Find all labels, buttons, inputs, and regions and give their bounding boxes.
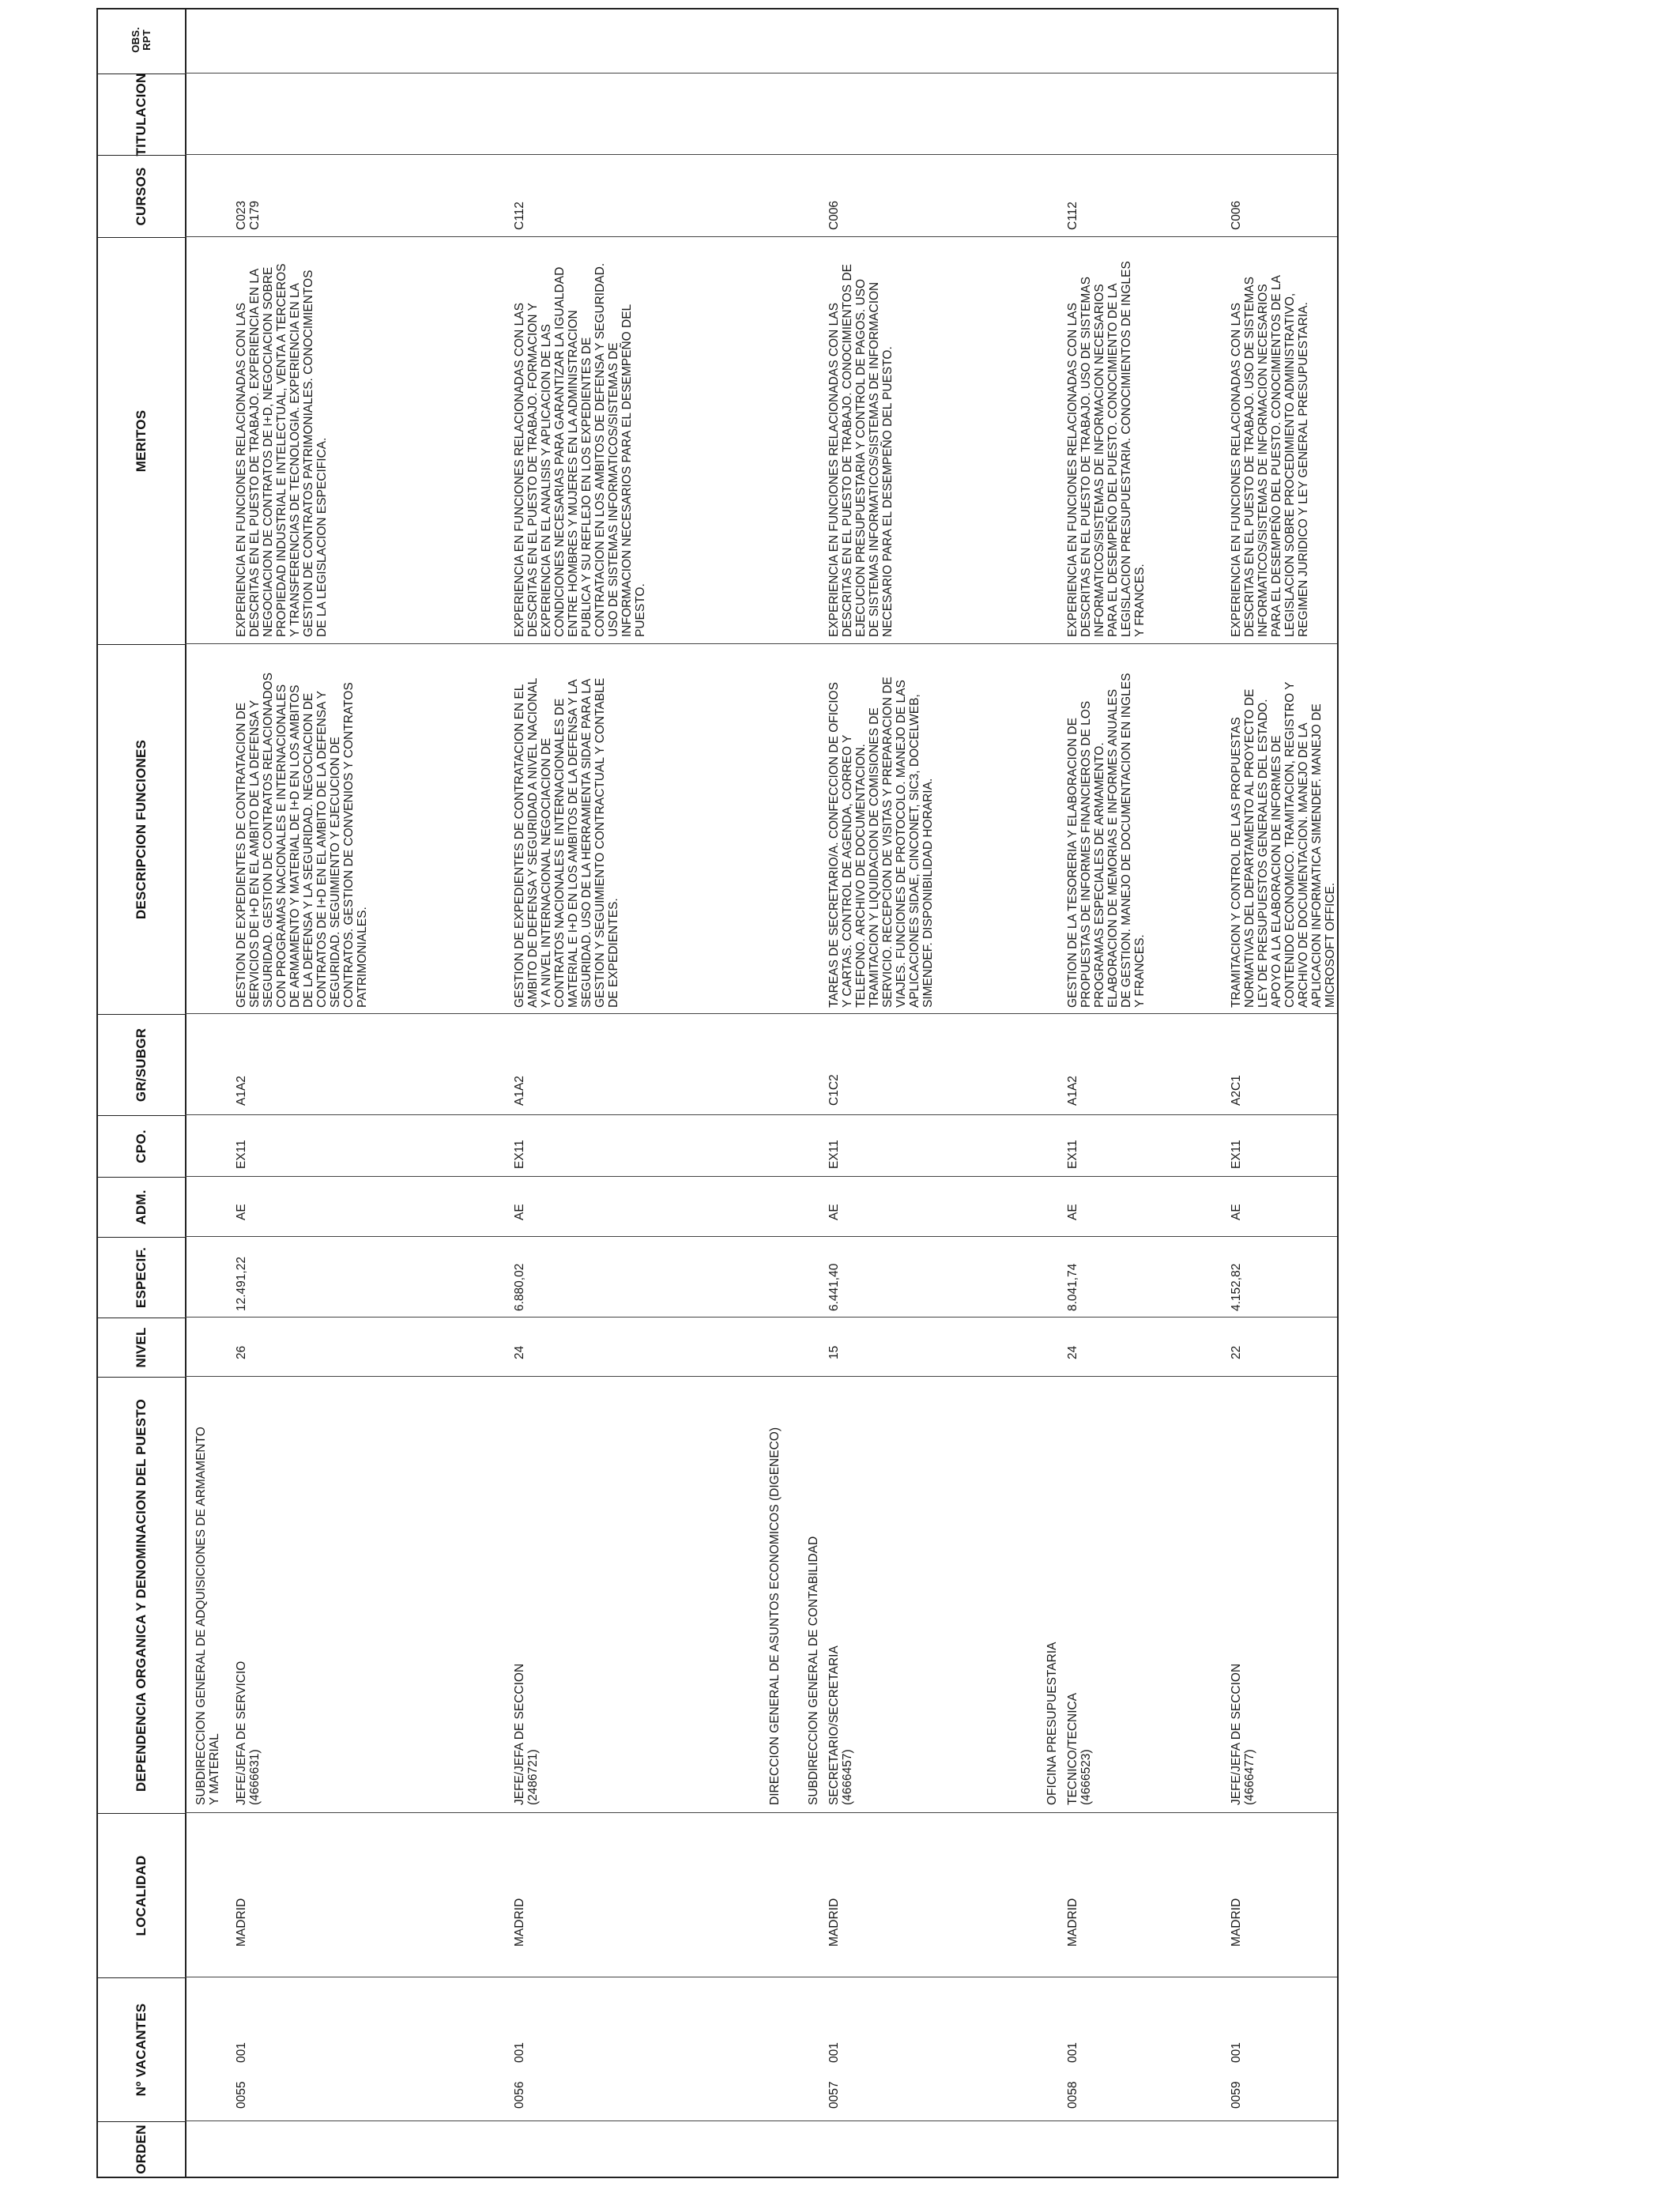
row-0058-cursos: C112 [1066,202,1079,230]
row-0059-adm: AE [1230,1204,1243,1220]
row-0055-meritos: EXPERIENCIA EN FUNCIONES RELACIONADAS CON LAS DESCRITAS EN EL PUESTO DE TRABAJO. EXPERIENCIA EN LA NEGOCIACION DE CONTRATOS DE I+D, NEGOCIACION SOBRE PROPIEDAD INDUSTRIAL E INTELECTUAL, VENTA A TERCEROS Y TRANSFERENCIAS DE TECNOLOGIA. EXPERIENCIA EN LA GESTION DE CONTRATOS PATRIMONIALES. CONOCIMIENTOS DE LA LEGISLACION ESPECIFICA. [235,263,329,637]
header-adm: ADM. [98,1177,185,1237]
row-0057-nivel: 15 [827,1345,841,1359]
row-0057-grsubgr: C1C2 [827,1074,841,1106]
row-0059-localidad: MADRID [1230,1898,1243,1947]
column-divider [185,1176,1337,1177]
row-0056-puesto: JEFE/JEFA DE SECCION (2486721) [513,1663,540,1805]
group-heading-digeneco: DIRECCION GENERAL DE ASUNTOS ECONOMICOS (DIGENECO) [768,1427,782,1805]
header-nivel: NIVEL [98,1318,185,1377]
row-0058-descripcion: GESTION DE LA TESORERIA Y ELABORACION DE PROPUESTAS DE INFORMES FINANCIEROS DE LOS PROGRAMAS ESPECIALES DE ARMAMENTO. ELABORACION DE MEMORIAS E INFORMES ANUALES DE GESTION. MANEJO DE DOCUMENTACION EN INGLES Y FRANCES. [1066,673,1147,1008]
header-grsubgr: GR/SUBGR [98,1014,185,1115]
row-0059-vacantes: 001 [1230,2042,1243,2063]
row-0058-localidad: MADRID [1066,1898,1079,1947]
header-descripcion: DESCRIPCION FUNCIONES [98,644,185,1014]
row-0055-grsubgr: A1A2 [235,1076,248,1106]
row-0056-especif: 6.880,02 [513,1263,526,1311]
row-0058-vacantes: 001 [1066,2042,1079,2063]
header-meritos: MERITOS [98,237,185,644]
column-divider [185,154,1337,155]
row-0055-especif: 12.491,22 [235,1257,248,1311]
row-0055-descripcion: GESTION DE EXPEDIENTES DE CONTRATACION DE SERVICIOS DE I+D EN EL AMBITO DE LA DEFENSA Y SEGURIDAD. GESTION DE CONTRATOS RELACIONADOS CON PROGRAMAS NACIONALES E INTERNACIONALES DE ARMAMENTO Y MATERIAL DE I+D EN LOS AMBITOS DE LA DEFENSA Y LA SEGURIDAD. NEGOCIACION DE CONTRATOS DE I+D EN EL AMBITO DE LA DEFENSA Y SEGURIDAD. SEGUIMIENTO Y EJECUCION DE CONTRATOS. GESTION DE CONVENIOS Y CONTRATOS PATRIMONIALES. [235,672,369,1008]
row-0059-nivel: 22 [1230,1345,1243,1359]
column-divider [185,73,1337,74]
column-divider [185,1812,1337,1813]
row-0056-adm: AE [513,1204,526,1220]
row-0059-orden: 0059 [1230,2081,1243,2109]
header-especif: ESPECIF. [98,1237,185,1318]
row-0057-puesto: SECRETARIO/SECRETARIA (4666457) [827,1646,854,1805]
column-divider [185,1013,1337,1014]
row-0055-cpo: EX11 [235,1140,248,1169]
row-0058-nivel: 24 [1066,1345,1079,1359]
row-0056-localidad: MADRID [513,1898,526,1947]
column-divider [185,1376,1337,1377]
header-cpo: CPO. [98,1115,185,1177]
column-divider [185,2120,1337,2121]
header-orden: ORDEN [98,2121,185,2177]
row-0058-adm: AE [1066,1204,1079,1220]
column-divider [185,1114,1337,1115]
row-0056-vacantes: 001 [513,2042,526,2063]
row-0057-descripcion: TAREAS DE SECRETARIO/A. CONFECCION DE OFICIOS Y CARTAS. CONTROL DE AGENDA, CORREO Y TELEFONO. ARCHIVO DE DOCUMENTACION. TRAMITACION Y LIQUIDACION DE COMISIONES DE SERVICIO. RECEPCION DE VISITAS Y PREPARACION DE VIAJES. FUNCIONES DE PROTOCOLO. MANEJO DE LAS APLICACIONES SIDAE, CINCONET, SIC3, DOCELWEB, SIMENDEF. DISPONIBILIDAD HORARIA. [827,677,935,1008]
row-0055-adm: AE [235,1204,248,1220]
row-0056-grsubgr: A1A2 [513,1076,526,1106]
row-0057-cpo: EX11 [827,1140,841,1169]
column-divider [185,1236,1337,1237]
row-0055-puesto: JEFE/JEFA DE SERVICIO (4666631) [235,1661,262,1805]
row-0057-cursos: C006 [827,200,841,230]
row-0057-vacantes: 001 [827,2042,841,2063]
row-0059-especif: 4.152,82 [1230,1263,1243,1311]
row-0056-cpo: EX11 [513,1140,526,1169]
column-divider [185,236,1337,237]
row-0055-vacantes: 001 [235,2042,248,2063]
row-0057-especif: 6.441,40 [827,1263,841,1311]
row-0059-meritos: EXPERIENCIA EN FUNCIONES RELACIONADAS CON LAS DESCRITAS EN EL PUESTO DE TRABAJO. USO DE SISTEMAS INFORMATICOS/SISTEMAS DE INFORMACION NECESARIOS PARA EL DESEMPEÑO DEL PUESTO. CONOCIMIENTOS DE LA LEGISLACION SOBRE PROCEDIMIENTO ADMINISTRATIVO, REGIMEN JURIDICO Y LEY GENERAL PRESUPUESTARIA. [1230,275,1310,637]
row-0059-cursos: C006 [1230,200,1243,230]
header-obs-rpt: OBS. RPT [130,27,153,53]
row-0059-grsubgr: A2C1 [1230,1075,1243,1106]
row-0057-adm: AE [827,1204,841,1220]
row-0057-orden: 0057 [827,2081,841,2109]
row-0058-cpo: EX11 [1066,1140,1079,1169]
row-0055-orden: 0055 [235,2081,248,2109]
group-heading-contabilidad: SUBDIRECCION GENERAL DE CONTABILIDAD [807,1536,820,1805]
header-titulacion: TITULACION [98,74,185,155]
group-heading-oficina: OFICINA PRESUPUESTARIA [1045,1642,1059,1805]
row-0058-meritos: EXPERIENCIA EN FUNCIONES RELACIONADAS CON LAS DESCRITAS EN EL PUESTO DE TRABAJO. USO DE SISTEMAS INFORMATICOS/SISTEMAS DE INFORMACION NECESARIOS PARA EL DESEMPEÑO DEL PUESTO. CONOCIMIENTO DE LA LEGISLACION PRESUPUESTARIA. CONOCIMIENTOS DE INGLES Y FRANCES. [1066,261,1147,637]
header-localidad: LOCALIDAD [98,1813,185,1977]
row-0056-meritos: EXPERIENCIA EN FUNCIONES RELACIONADAS CON LAS DESCRITAS EN EL PUESTO DE TRABAJO. FORMACION Y EXPERIENCIA EN EL ANALISIS Y APLICACION DE LAS CONDICIONES NECESARIAS PARA GARANTIZAR LA IGUALDAD ENTRE HOMBRES Y MUJERES EN LA ADMINISTRACION PUBLICA Y SU REFLEJO EN LOS EXPEDIENTES DE CONTRATACION EN LOS AMBITOS DE DEFENSA Y SEGURIDAD. USO DE SISTEMAS INFORMATICOS/SISTEMAS DE INFORMACION NECESARIOS PARA EL DESEMPEÑO DEL PUESTO. [513,262,647,637]
vacancies-table [96,8,1339,2178]
row-0055-cursos: C023 C179 [235,200,262,230]
row-0057-localidad: MADRID [827,1898,841,1947]
row-0056-cursos: C112 [513,202,526,230]
row-0058-grsubgr: A1A2 [1066,1076,1079,1106]
row-0059-puesto: JEFE/JEFA DE SECCION (4666477) [1230,1663,1256,1805]
row-0058-orden: 0058 [1066,2081,1079,2109]
header-vacantes: Nº VACANTES [98,1977,185,2121]
group-heading-adquisiciones: SUBDIRECCION GENERAL DE ADQUISICIONES DE ARMAMENTO Y MATERIAL [194,1427,221,1805]
header-divider [185,9,186,2177]
row-0055-nivel: 26 [235,1345,248,1359]
row-0058-puesto: TECNICO/TECNICA (4666523) [1066,1692,1093,1805]
row-0055-localidad: MADRID [235,1898,248,1947]
header-cursos: CURSOS [98,155,185,237]
row-0056-descripcion: GESTION DE EXPEDIENTES DE CONTRATACION EN EL AMBITO DE DEFENSA Y SEGURIDAD A NIVEL NACIONAL Y A NIVEL INTERNACIONAL NEGOCIACION DE CONTRATOS NACIONALES E INTERNACIONALES DE MATERIAL E I+D EN LOS AMBITOS DE LA DEFENSA Y LA SEGURIDAD. USO DE LA HERRAMIENTA SIDAE PARA LA GESTION Y SEGUIMIENTO CONTRACTUAL Y CONTABLE DE EXPEDIENTES. [513,677,620,1008]
row-0057-meritos: EXPERIENCIA EN FUNCIONES RELACIONADAS CON LAS DESCRITAS EN EL PUESTO DE TRABAJO. CONOCIMIENTOS DE EJECUCION PRESUPUESTARIA Y CONTROL DE PAGOS. USO DE SISTEMAS INFORMATICOS/SISTEMAS DE INFORMACION NECESARIO PARA EL DESEMPEÑO DEL PUESTO. [827,264,895,637]
header-dependencia: DEPENDENCIA ORGANICA Y DENOMINACION DEL PUESTO [98,1377,185,1813]
row-0056-nivel: 24 [513,1345,526,1359]
row-0059-cpo: EX11 [1230,1140,1243,1169]
row-0058-especif: 8.041,74 [1066,1263,1079,1311]
row-0059-descripcion: TRAMITACION Y CONTROL DE LAS PROPUESTAS NORMATIVAS DEL DEPARTAMENTO AL PROYECTO DE LEY DE PRESUPUESTOS GENERALES DEL ESTADO. APOYO A LA ELABORACION DE INFORMES DE CONTENIDO ECONOMICO. TRAMITACION, REGISTRO Y ARCHIVO DE DOCUMENTACION. MANEJO DE LA APLICACION INFORMATICA SIMENDEF. MANEJO DE MICROSOFT OFFICE. [1230,681,1337,1008]
column-divider [185,643,1337,644]
row-0056-orden: 0056 [513,2081,526,2109]
column-divider [185,1317,1337,1318]
